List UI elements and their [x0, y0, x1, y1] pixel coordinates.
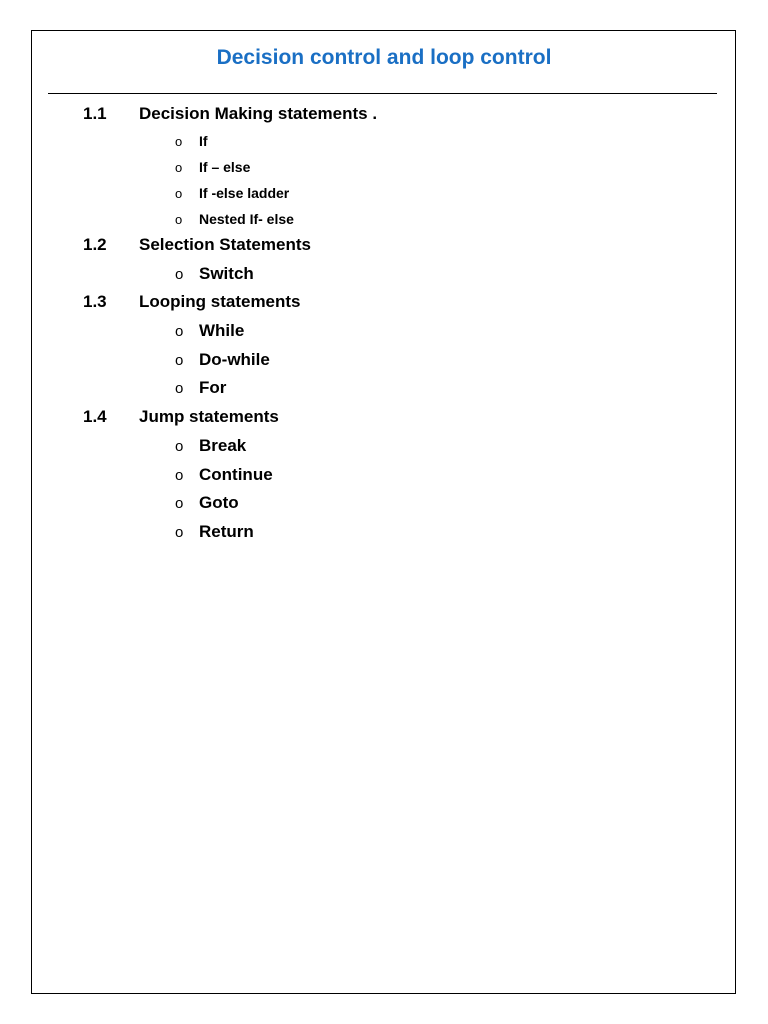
list-item-label: While [199, 321, 245, 340]
list-item-label: For [199, 378, 227, 397]
section-number: 1.4 [83, 407, 107, 426]
bullet-icon: o [175, 380, 184, 397]
list-item-label: If [199, 133, 208, 149]
bullet-icon: o [175, 495, 184, 512]
list-item-label: Switch [199, 264, 254, 283]
bullet-icon: o [175, 212, 183, 227]
section-title: Jump statements [139, 407, 279, 426]
list-item-label: Do-while [199, 350, 270, 369]
section-number: 1.1 [83, 104, 107, 123]
bullet-icon: o [175, 323, 184, 340]
section-number: 1.3 [83, 292, 107, 311]
list-item-label: If – else [199, 159, 251, 175]
bullet-icon: o [175, 352, 184, 369]
bullet-icon: o [175, 524, 184, 541]
section-number: 1.2 [83, 235, 107, 254]
bullet-icon: o [175, 467, 184, 484]
list-item-label: If -else ladder [199, 185, 290, 201]
bullet-icon: o [175, 438, 184, 455]
list-item-label: Return [199, 522, 254, 541]
list-item-label: Continue [199, 465, 273, 484]
section-title: Looping statements [139, 292, 301, 311]
bullet-icon: o [175, 134, 183, 149]
list-item-label: Nested If- else [199, 211, 294, 227]
document-title: Decision control and loop control [216, 46, 552, 69]
list-item-label: Break [199, 436, 247, 455]
bullet-icon: o [175, 160, 183, 175]
title-divider [48, 93, 717, 94]
bullet-icon: o [175, 266, 184, 283]
section-title: Selection Statements [139, 235, 311, 254]
page-border [31, 30, 736, 994]
bullet-icon: o [175, 186, 183, 201]
list-item-label: Goto [199, 493, 239, 512]
section-title: Decision Making statements . [139, 104, 378, 123]
